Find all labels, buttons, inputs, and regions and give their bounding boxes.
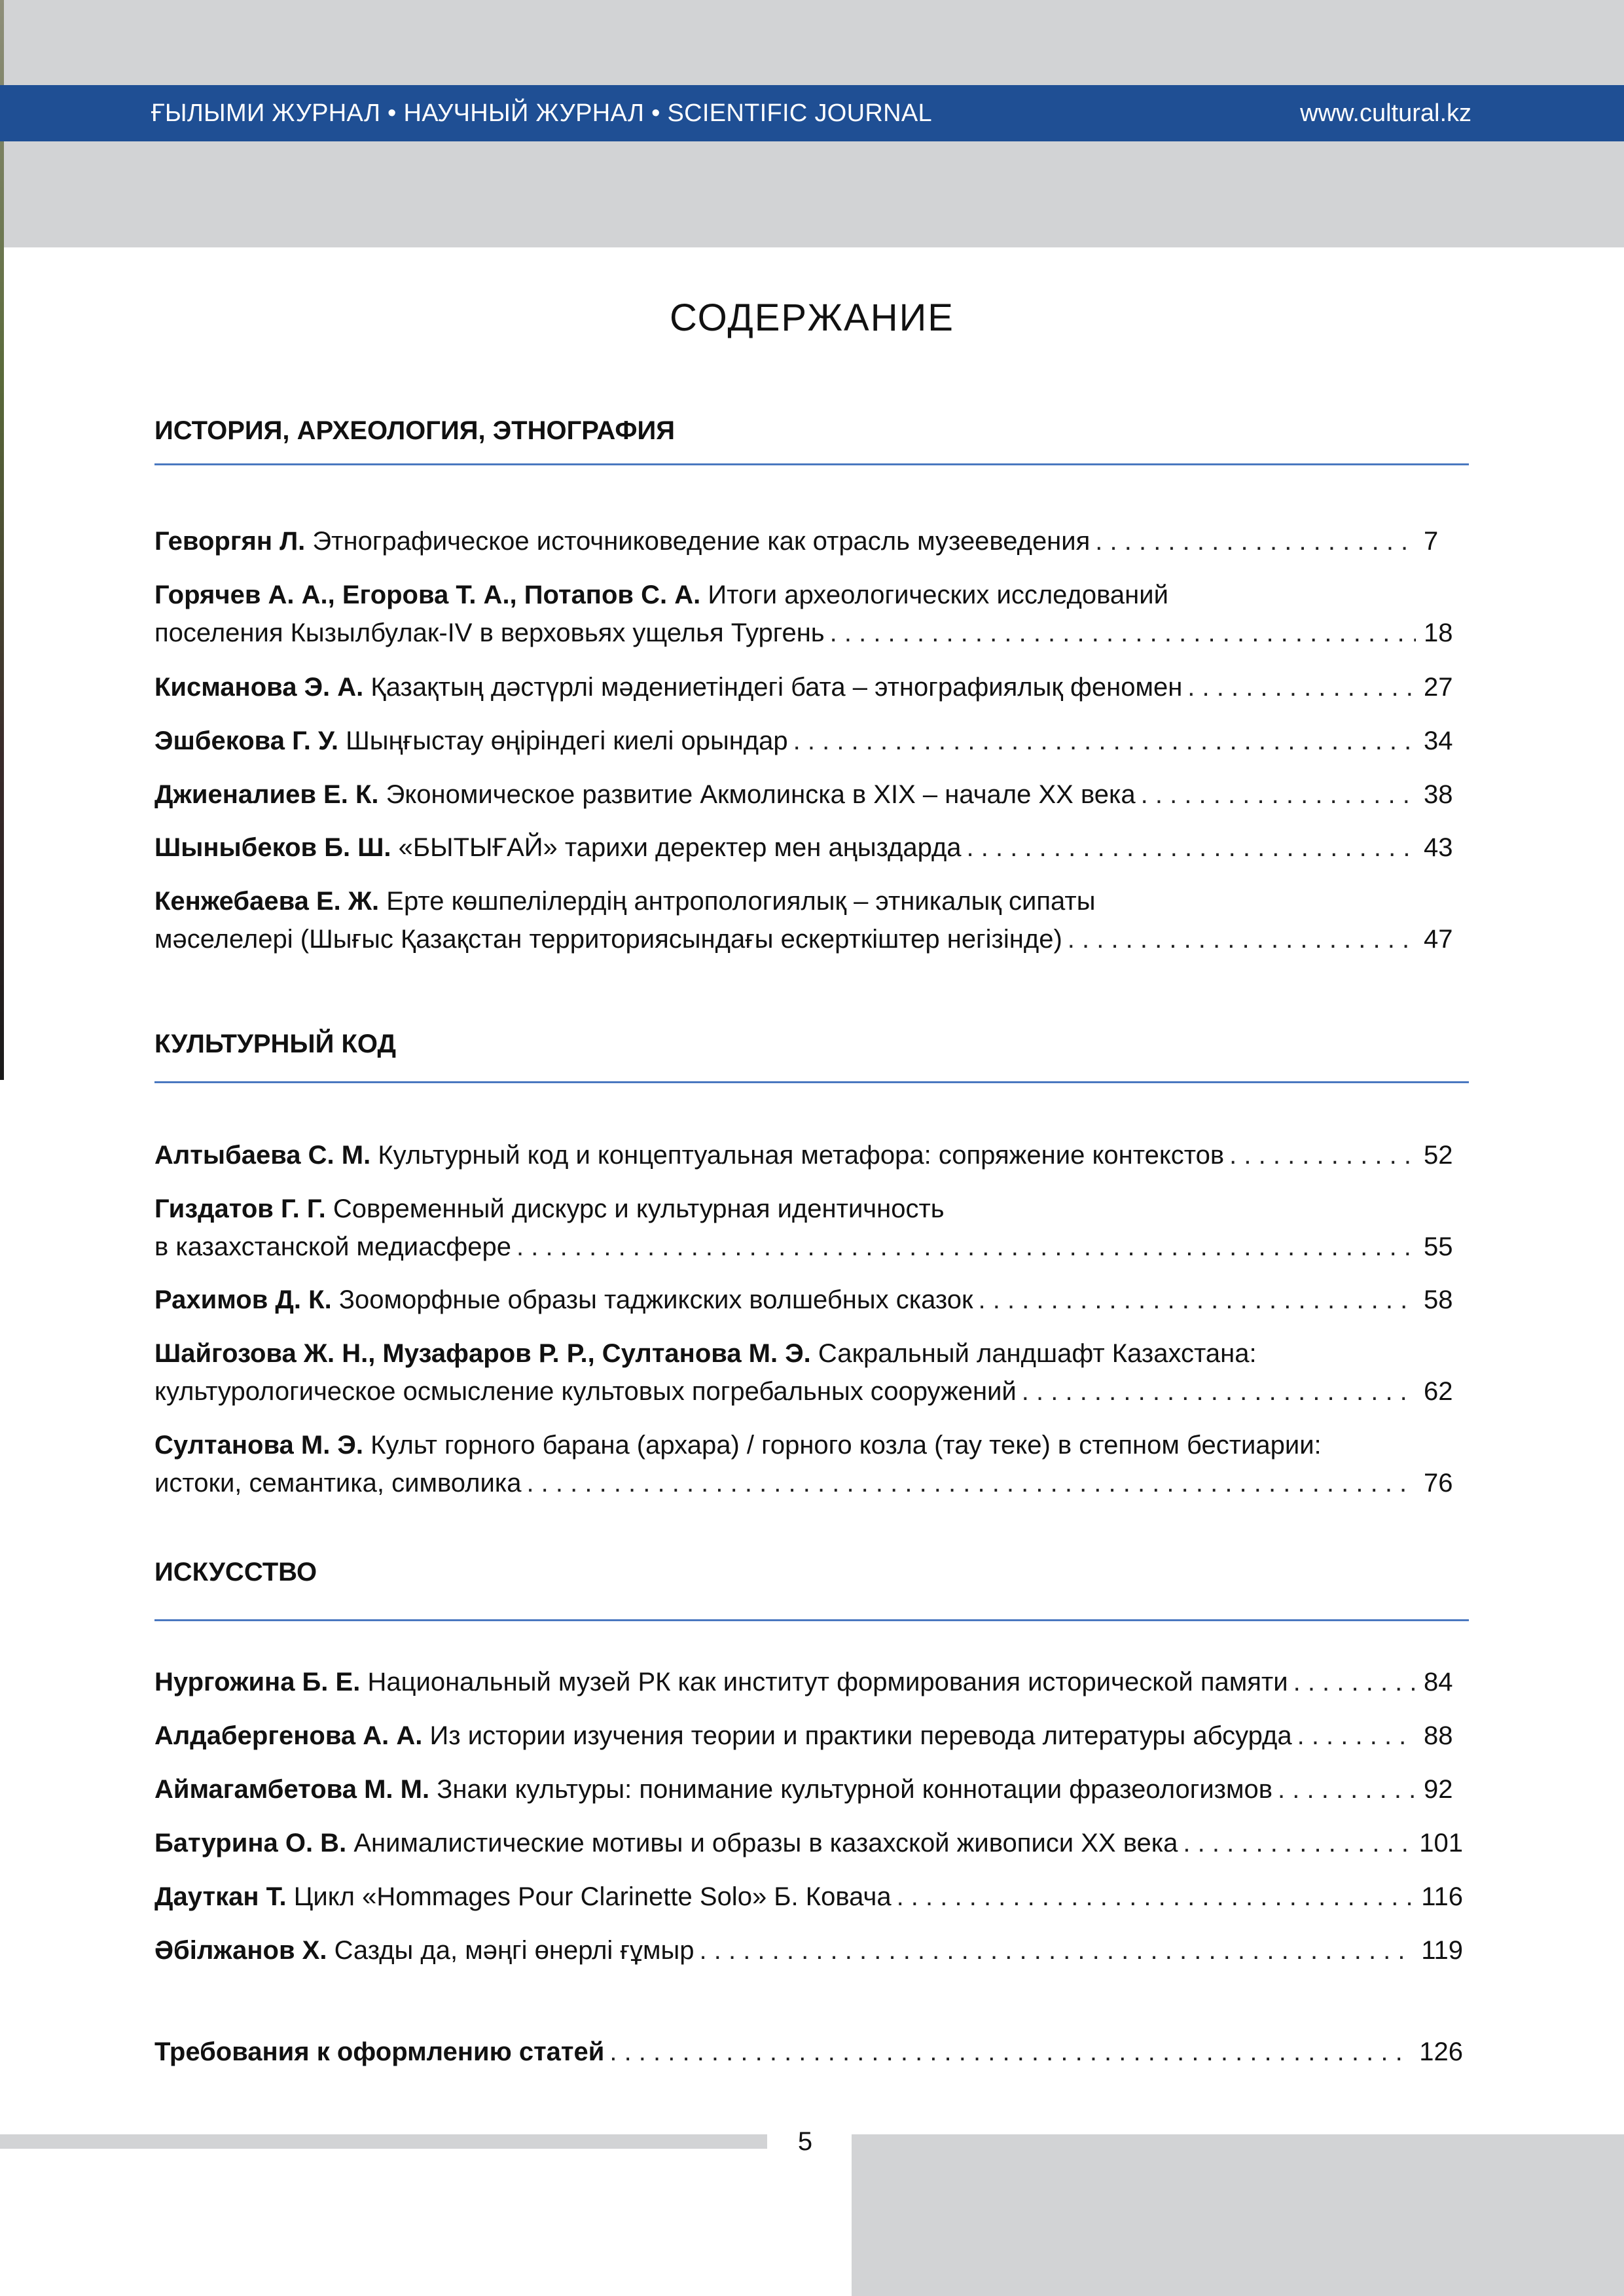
toc-entry[interactable] [154, 1426, 1463, 1502]
dot-leader [700, 1931, 1414, 1969]
entry-author: Кисманова Э. А. [154, 673, 364, 702]
toc-entry[interactable] [154, 522, 1463, 560]
entry-title: Культ горного барана (архара) / горного козла (тау теке) в степном бестиарии: [370, 1431, 1322, 1460]
section-divider [154, 1081, 1469, 1083]
footer-bar-left [0, 2134, 767, 2149]
entry-page: 7 [1424, 527, 1439, 556]
entry-page: 101 [1419, 1829, 1463, 1857]
dot-leader [1278, 1770, 1416, 1808]
entry-title: Анималистические мотивы и образы в казахской живописи XX века [353, 1829, 1178, 1857]
section-heading-art: ИСКУССТВО [154, 1558, 317, 1587]
entry-author: Гиздатов Г. Г. [154, 1194, 326, 1223]
section-divider [154, 1619, 1469, 1621]
entry-title: «БЫТЫҒАЙ» тарихи деректер мен аңыздарда [398, 833, 962, 862]
dot-leader [1187, 668, 1416, 706]
entry-page: 43 [1424, 833, 1453, 862]
page-number: 5 [797, 2127, 813, 2156]
toc-entry[interactable] [154, 668, 1463, 706]
entry-page: 55 [1424, 1232, 1453, 1261]
entry-author: Дауткан Т. [154, 1882, 287, 1911]
entry-author: Геворгян Л. [154, 527, 306, 556]
entry-author: Алдабергенова А. А. [154, 1721, 423, 1750]
requirements-label: Требования к оформлению статей [154, 2037, 605, 2066]
dot-leader [897, 1878, 1414, 1916]
entry-author: Шайгозова Ж. Н., Музафаров Р. Р., Султанова М. Э. [154, 1339, 811, 1368]
entry-author: Аймагамбетова М. М. [154, 1775, 430, 1804]
entry-author: Әбілжанов Х. [154, 1936, 327, 1965]
dot-leader [793, 722, 1416, 760]
journal-website-link[interactable]: www.cultural.kz [1300, 99, 1471, 127]
entry-page: 52 [1424, 1141, 1453, 1170]
entry-page: 27 [1424, 673, 1453, 702]
entry-title: Сакральный ландшафт Казахстана: [818, 1339, 1257, 1368]
entry-author: Алтыбаева С. М. [154, 1141, 371, 1170]
entry-page: 76 [1424, 1469, 1453, 1498]
entry-title: Зооморфные образы таджикских волшебных сказок [338, 1285, 973, 1314]
entry-page: 18 [1424, 619, 1453, 647]
entry-page: 88 [1424, 1721, 1453, 1750]
entry-page: 119 [1421, 1936, 1463, 1965]
entry-title: Этнографическое источниковедение как отрасль музееведения [312, 527, 1091, 556]
entry-title: Сазды да, мәңгі өнерлі ғұмыр [334, 1936, 695, 1965]
entry-title: Из истории изучения теории и практики перевода литературы абсурда [429, 1721, 1292, 1750]
toc-entry[interactable] [154, 1190, 1463, 1266]
toc-entry[interactable] [154, 1717, 1463, 1755]
section-heading-history: ИСТОРИЯ, АРХЕОЛОГИЯ, ЭТНОГРАФИЯ [154, 416, 675, 445]
entry-author: Эшбекова Г. У. [154, 726, 338, 755]
toc-entry[interactable] [154, 1136, 1463, 1174]
entry-page: 62 [1424, 1377, 1453, 1406]
entry-title: Ерте көшпелілердің антропологиялық – этникалық сипаты [386, 887, 1096, 916]
toc-entry[interactable] [154, 1281, 1463, 1319]
entry-author: Батурина О. В. [154, 1829, 347, 1857]
toc-entry-requirements[interactable] [154, 2033, 1463, 2071]
dot-leader [1229, 1136, 1416, 1174]
journal-banner [0, 85, 1624, 141]
toc-entry[interactable] [154, 1663, 1463, 1701]
dot-leader [516, 1228, 1416, 1266]
entry-title: Современный дискурс и культурная идентичность [333, 1194, 945, 1223]
entry-author: Горячев А. А., Егорова Т. А., Потапов С. А. [154, 581, 701, 609]
toc-entry[interactable] [154, 576, 1463, 652]
entry-title: Қазақтың дәстүрлі мәдениетіндегі бата – этнографиялық феномен [370, 673, 1183, 702]
entry-page: 58 [1424, 1285, 1453, 1314]
dot-leader [526, 1464, 1416, 1502]
entry-author: Рахимов Д. К. [154, 1285, 332, 1314]
dot-leader [967, 829, 1416, 867]
cover-edge-strip [0, 0, 4, 1080]
entry-title: Цикл «Hommages Pour Clarinette Solo» Б. Ковача [293, 1882, 892, 1911]
entry-title: Культурный код и концептуальная метафора: сопряжение контекстов [378, 1141, 1225, 1170]
entry-title: Шыңғыстау өңіріндегі киелі орындар [346, 726, 788, 755]
toc-entry[interactable] [154, 1335, 1463, 1410]
dot-leader [1141, 776, 1416, 814]
page-title: СОДЕРЖАНИЕ [670, 296, 954, 339]
entry-author: Кенжебаева Е. Ж. [154, 887, 380, 916]
dot-leader [1183, 1824, 1411, 1862]
entry-page: 84 [1424, 1668, 1453, 1696]
dot-leader [1022, 1372, 1416, 1410]
entry-title: Знаки культуры: понимание культурной коннотации фразеологизмов [437, 1775, 1273, 1804]
entry-page: 92 [1424, 1775, 1453, 1804]
entry-page: 34 [1424, 726, 1453, 755]
dot-leader [979, 1281, 1416, 1319]
entry-title-continued: культурологическое осмысление культовых погребальных сооружений [154, 1377, 1017, 1406]
entry-author: Нургожина Б. Е. [154, 1668, 361, 1696]
entry-author: Султанова М. Э. [154, 1431, 363, 1460]
dot-leader [1095, 522, 1416, 560]
toc-entry[interactable] [154, 1878, 1463, 1916]
entry-page: 116 [1421, 1882, 1463, 1911]
dot-leader [1068, 920, 1416, 958]
section-heading-cultural-code: КУЛЬТУРНЫЙ КОД [154, 1030, 396, 1058]
dot-leader [830, 614, 1416, 652]
journal-type-label: ҒЫЛЫМИ ЖУРНАЛ • НАУЧНЫЙ ЖУРНАЛ • SCIENTIFIC JOURNAL [151, 99, 932, 127]
toc-entry[interactable] [154, 722, 1463, 760]
footer-block-right [852, 2134, 1624, 2296]
entry-title-continued: истоки, семантика, символика [154, 1469, 522, 1498]
entry-page: 47 [1424, 925, 1453, 954]
entry-title: Национальный музей РК как институт формирования исторической памяти [367, 1668, 1288, 1696]
toc-entry[interactable] [154, 1770, 1463, 1808]
section-divider [154, 463, 1469, 465]
entry-title: Экономическое развитие Акмолинска в XIX – начале XX века [386, 780, 1136, 809]
entry-page: 126 [1419, 2037, 1463, 2066]
toc-entry[interactable] [154, 1824, 1463, 1862]
toc-entry[interactable] [154, 776, 1463, 814]
entry-title: Итоги археологических исследований [708, 581, 1168, 609]
dot-leader [1293, 1663, 1416, 1701]
toc-entry[interactable] [154, 829, 1463, 867]
entry-page: 38 [1424, 780, 1453, 809]
entry-title-continued: мәселелері (Шығыс Қазақстан территориясындағы ескерткіштер негізінде) [154, 925, 1062, 954]
entry-author: Шыныбеков Б. Ш. [154, 833, 391, 862]
dot-leader [609, 2033, 1411, 2071]
dot-leader [1297, 1717, 1416, 1755]
entry-title-continued: в казахстанской медиасфере [154, 1232, 511, 1261]
toc-entry[interactable] [154, 1931, 1463, 1969]
entry-title-continued: поселения Кызылбулак-IV в верховьях ущелья Тургень [154, 619, 825, 647]
toc-entry[interactable] [154, 882, 1463, 958]
entry-author: Джиеналиев Е. К. [154, 780, 379, 809]
